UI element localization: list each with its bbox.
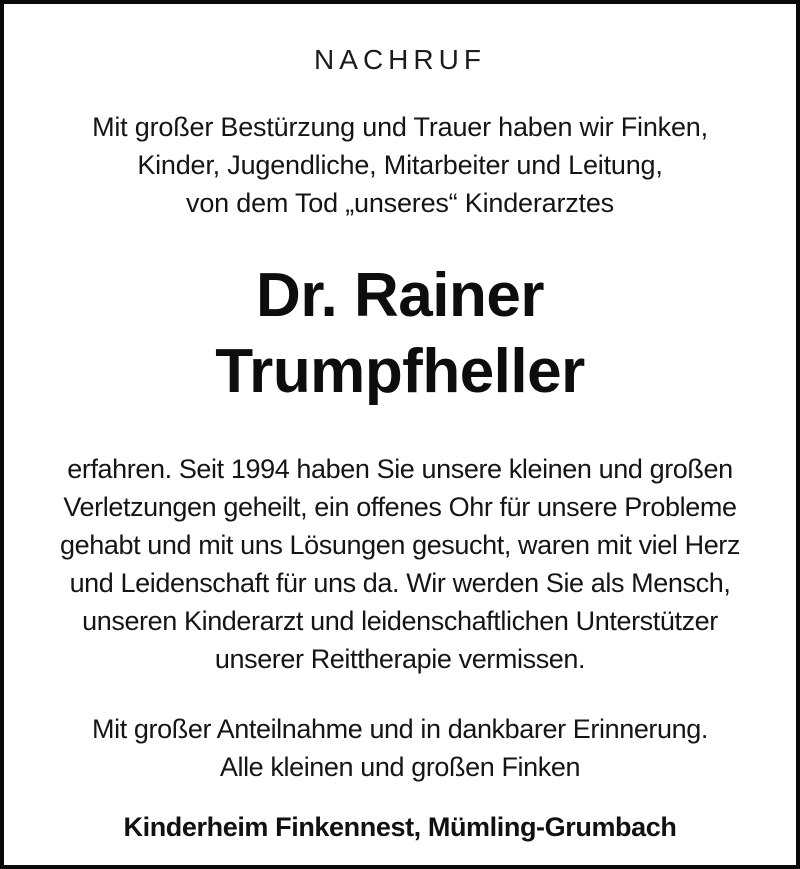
body-line: unseren Kinderarzt und leidenschaftlichen Unterstützer	[82, 606, 718, 636]
closing-paragraph	[4, 710, 796, 786]
intro-line: Mit großer Bestürzung und Trauer haben wir Finken,	[92, 112, 708, 142]
deceased-name-line: Trumpfheller	[215, 337, 585, 406]
closing-line: Alle kleinen und großen Finken	[219, 752, 581, 782]
body-line: Verletzungen geheilt, ein offenes Ohr für unsere Probleme	[63, 492, 737, 522]
closing-line: Mit großer Anteilnahme und in dankbarer Erinnerung.	[92, 714, 708, 744]
signature-line: Kinderheim Finkennest, Mümling-Grumbach	[123, 812, 677, 842]
body-line: erfahren. Seit 1994 haben Sie unsere kleinen und großen	[67, 454, 733, 484]
body-paragraph	[4, 450, 796, 678]
notice-kicker: NACHRUF	[314, 44, 486, 75]
intro-paragraph	[4, 108, 796, 222]
deceased-name	[4, 258, 796, 410]
deceased-name-line: Dr. Rainer	[256, 261, 544, 330]
body-line: gehabt und mit uns Lösungen gesucht, waren mit viel Herz	[60, 530, 740, 560]
intro-line: Kinder, Jugendliche, Mitarbeiter und Leitung,	[137, 150, 663, 180]
notice-content	[4, 4, 796, 844]
body-line: und Leidenschaft für uns da. Wir werden Sie als Mensch,	[69, 568, 731, 598]
intro-line: von dem Tod „unseres“ Kinderarztes	[186, 188, 614, 218]
body-line: unserer Reittherapie vermissen.	[214, 644, 586, 674]
